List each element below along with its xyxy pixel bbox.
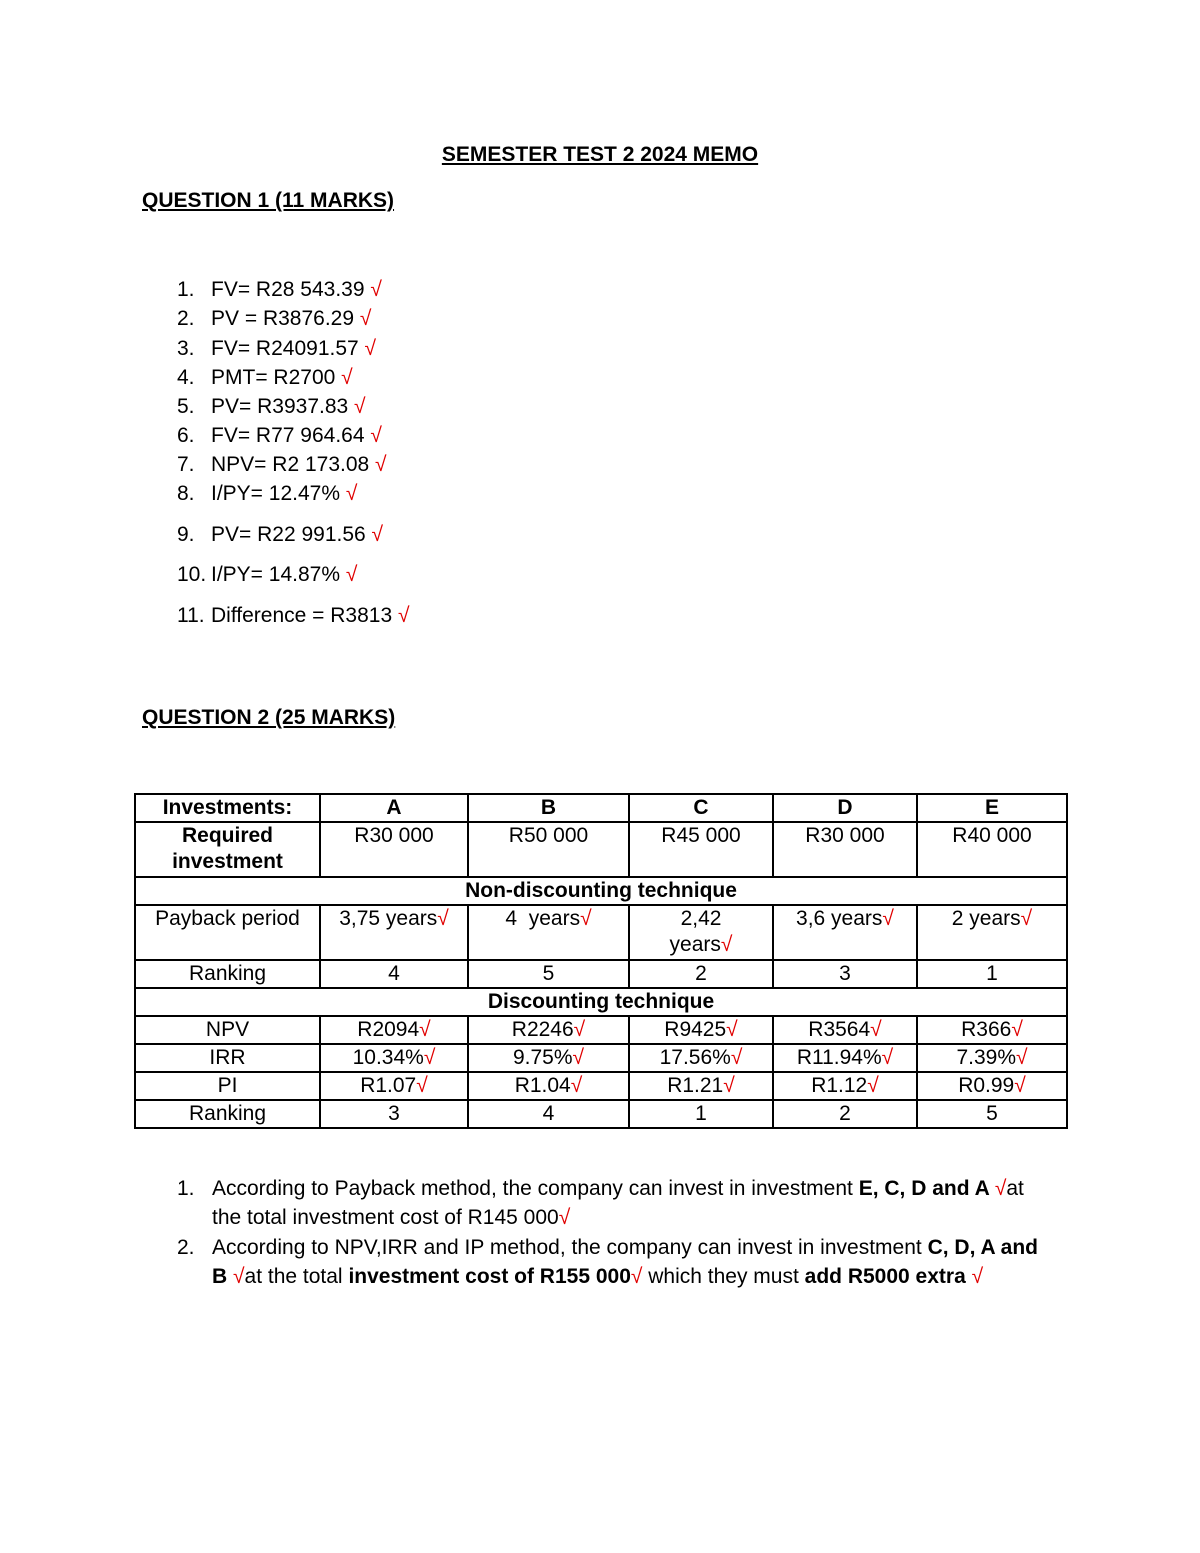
tick-mark: √ — [354, 395, 366, 418]
table-cell: 3,6 years√ — [773, 905, 917, 960]
table-cell: 1 — [917, 960, 1067, 988]
tick-mark: √ — [572, 1046, 585, 1069]
table-cell: 2,42 years√ — [629, 905, 773, 960]
tick-mark: √ — [364, 337, 377, 360]
table-cell: 9.75%√ — [468, 1044, 629, 1072]
table-cell: 17.56%√ — [629, 1044, 773, 1072]
tick-mark: √ — [345, 563, 358, 586]
tick-mark: √ — [233, 1265, 245, 1288]
q1-answer-3: 3. FV= R24091.57 √ — [177, 337, 377, 360]
tick-mark: √ — [723, 1074, 735, 1097]
q1-answer-10: 10. I/PY= 14.87% √ — [177, 563, 358, 586]
table-cell: R50 000 — [468, 822, 629, 877]
q1-answer-2: 2. PV = R3876.29 √ — [177, 307, 372, 330]
table-cell: 7.39%√ — [917, 1044, 1067, 1072]
tick-mark: √ — [341, 366, 353, 389]
table-cell: R1.21√ — [629, 1072, 773, 1100]
tick-mark: √ — [720, 933, 733, 956]
table-cell: R40 000 — [917, 822, 1067, 877]
tick-mark: √ — [1020, 907, 1033, 930]
section-row — [135, 877, 1067, 905]
row-label: Required investment — [135, 822, 320, 877]
column-header: B — [468, 794, 629, 822]
table-row — [135, 1072, 1067, 1100]
table-cell: R1.04√ — [468, 1072, 629, 1100]
row-label: NPV — [135, 1016, 320, 1044]
tick-mark: √ — [558, 1206, 571, 1229]
tick-mark: √ — [882, 907, 894, 930]
table-cell: R45 000 — [629, 822, 773, 877]
row-label: Ranking — [135, 1100, 320, 1128]
q1-answer-4: 4. PMT= R2700 √ — [177, 366, 353, 389]
tick-mark: √ — [573, 1018, 586, 1041]
table-cell: R9425√ — [629, 1016, 773, 1044]
table-cell: 5 — [468, 960, 629, 988]
column-header: E — [917, 794, 1067, 822]
tick-mark: √ — [1011, 1018, 1023, 1041]
table-cell: R1.12√ — [773, 1072, 917, 1100]
row-label: Ranking — [135, 960, 320, 988]
table-cell: 2 — [773, 1100, 917, 1128]
tick-mark: √ — [397, 604, 410, 627]
table-cell: R2094√ — [320, 1016, 468, 1044]
tick-mark: √ — [726, 1018, 738, 1041]
table-row — [135, 960, 1067, 988]
tick-mark: √ — [370, 278, 382, 301]
tick-mark: √ — [345, 482, 358, 505]
investment-table — [134, 793, 1068, 1129]
q1-answer-6: 6. FV= R77 964.64 √ — [177, 424, 382, 447]
table-cell: 10.34%√ — [320, 1044, 468, 1072]
column-header: A — [320, 794, 468, 822]
q2-answer-1: 1. According to Payback method, the company can invest in investment E, C, D and A √at the total investment cost of R145 000√ — [177, 1177, 1024, 1229]
tick-mark: √ — [437, 907, 449, 930]
table-cell: R11.94%√ — [773, 1044, 917, 1072]
section-row — [135, 988, 1067, 1016]
tick-mark: √ — [730, 1046, 743, 1069]
table-row — [135, 1044, 1067, 1072]
q1-answer-11: 11. Difference = R3813 √ — [177, 604, 410, 627]
column-header: D — [773, 794, 917, 822]
tick-mark: √ — [375, 453, 387, 476]
row-label: PI — [135, 1072, 320, 1100]
row-label: Payback period — [135, 905, 320, 960]
tick-mark: √ — [867, 1074, 879, 1097]
tick-mark: √ — [419, 1018, 431, 1041]
q1-answer-5: 5. PV= R3937.83 √ — [177, 395, 366, 418]
column-header: C — [629, 794, 773, 822]
tick-mark: √ — [423, 1046, 436, 1069]
q2-answer-2: 2. According to NPV,IRR and IP method, the company can invest in investment C, D, A and B √at the total investment cost of R155 000√ which they must add R5000 extra √ — [177, 1236, 1039, 1288]
table-row — [135, 905, 1067, 960]
tick-mark: √ — [630, 1265, 643, 1288]
tick-mark: √ — [971, 1265, 984, 1288]
tick-mark: √ — [416, 1074, 428, 1097]
table-cell: R1.07√ — [320, 1072, 468, 1100]
table-row — [135, 1016, 1067, 1044]
tick-mark: √ — [881, 1046, 894, 1069]
table-cell: R2246√ — [468, 1016, 629, 1044]
table-cell: R366√ — [917, 1016, 1067, 1044]
tick-mark: √ — [359, 307, 372, 330]
tick-mark: √ — [870, 1018, 882, 1041]
table-cell: 3 — [320, 1100, 468, 1128]
table-cell: 4 — [468, 1100, 629, 1128]
table-row — [135, 822, 1067, 877]
tick-mark: √ — [994, 1177, 1007, 1200]
tick-mark: √ — [580, 907, 592, 930]
table-cell: 4 years√ — [468, 905, 629, 960]
tick-mark: √ — [1016, 1046, 1028, 1069]
tick-mark: √ — [371, 523, 384, 546]
table-cell: R30 000 — [773, 822, 917, 877]
table-cell: R30 000 — [320, 822, 468, 877]
table-cell: 3 — [773, 960, 917, 988]
header-label: Investments: — [135, 794, 320, 822]
tick-mark: √ — [370, 424, 382, 447]
page-title: SEMESTER TEST 2 2024 MEMO — [441, 143, 759, 166]
q1-answer-9: 9. PV= R22 991.56 √ — [177, 523, 384, 546]
q1-answer-1: 1. FV= R28 543.39 √ — [177, 278, 382, 301]
table-cell: 2 — [629, 960, 773, 988]
table-cell: R3564√ — [773, 1016, 917, 1044]
table-cell: R0.99√ — [917, 1072, 1067, 1100]
q1-answer-8: 8. I/PY= 12.47% √ — [177, 482, 358, 505]
section-label: Non-discounting technique — [135, 877, 1067, 905]
table-cell: 5 — [917, 1100, 1067, 1128]
table-cell: 2 years√ — [917, 905, 1067, 960]
question-1-heading: QUESTION 1 (11 MARKS) — [142, 189, 395, 212]
table-cell: 3,75 years√ — [320, 905, 468, 960]
table-cell: 1 — [629, 1100, 773, 1128]
table-header-row — [135, 794, 1067, 822]
tick-mark: √ — [1014, 1074, 1026, 1097]
question-2-heading: QUESTION 2 (25 MARKS) — [142, 706, 396, 729]
table-row — [135, 1100, 1067, 1128]
tick-mark: √ — [570, 1074, 583, 1097]
q1-answer-7: 7. NPV= R2 173.08 √ — [177, 453, 387, 476]
section-label: Discounting technique — [135, 988, 1067, 1016]
row-label: IRR — [135, 1044, 320, 1072]
table-cell: 4 — [320, 960, 468, 988]
